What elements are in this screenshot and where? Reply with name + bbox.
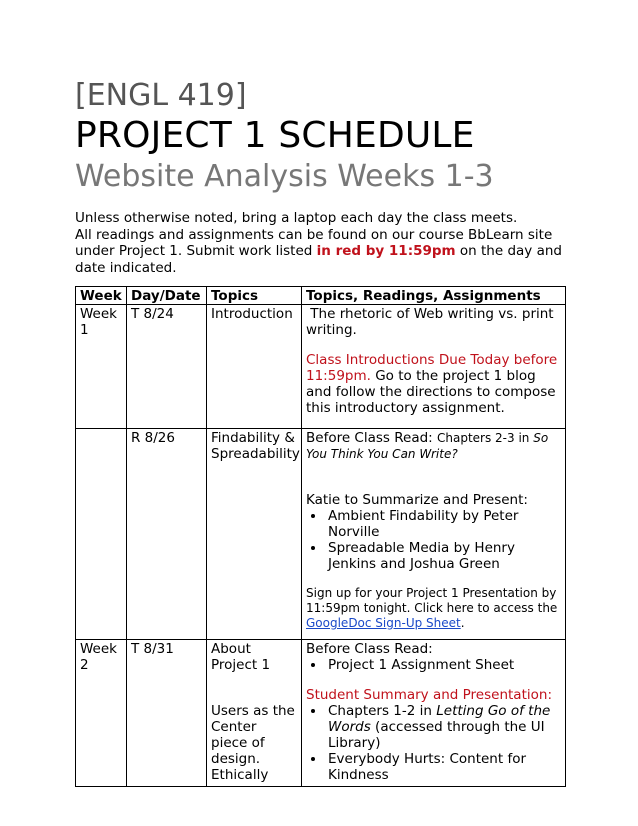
table-row bbox=[76, 640, 566, 787]
cell-week: Week 2 bbox=[76, 640, 127, 787]
signup-sheet-link[interactable]: GoogleDoc Sign-Up Sheet bbox=[306, 616, 461, 630]
list-item: • Spreadable Media by Henry Jenkins and Joshua Green bbox=[326, 540, 561, 572]
topic-about: About Project 1 bbox=[211, 641, 271, 673]
assignment-text: The rhetoric of Web writing vs. print writing. bbox=[306, 306, 558, 338]
before-read-label: Before Class Read: bbox=[306, 430, 437, 446]
intro-line2-post: on the day and date indicated. bbox=[75, 243, 562, 276]
header-assignments: Topics, Readings, Assignments bbox=[302, 287, 566, 305]
book-title: Letting Go of the Words bbox=[328, 703, 551, 735]
cell-topic bbox=[207, 640, 302, 787]
list-item: • Everybody Hurts: Content for Kindness bbox=[326, 751, 561, 783]
signup-end: . bbox=[460, 616, 465, 630]
cell-week bbox=[76, 429, 127, 640]
signup-text: Sign up for your Project 1 Presentation by 11:59pm tonight. Click here to access the bbox=[306, 586, 558, 615]
intro-line1: Unless otherwise noted, bring a laptop each day the class meets. bbox=[75, 210, 518, 226]
item-text: (accessed through the UI Library) bbox=[328, 719, 545, 751]
header-day-date: Day/Date bbox=[127, 287, 207, 305]
cell-week: Week 1 bbox=[76, 305, 127, 429]
book-title: So You Think You Can Write? bbox=[306, 431, 549, 461]
cell-topic: Introduction bbox=[207, 305, 302, 429]
cell-topic: Findability & Spreadability bbox=[207, 429, 302, 640]
intro-deadline-red: in red by 11:59pm bbox=[316, 243, 456, 259]
due-instructions: Go to the project 1 blog and follow the directions to compose this introductory assignment. bbox=[306, 368, 556, 416]
cell-date: T 8/31 bbox=[127, 640, 207, 787]
chapters-text: Chapters 2-3 in bbox=[437, 431, 534, 445]
topic-users: Users as the Center piece of design. Ethically bbox=[211, 703, 295, 783]
reading-list bbox=[306, 508, 561, 572]
reading-list bbox=[306, 657, 561, 673]
before-class-read bbox=[306, 430, 561, 462]
item-text: Chapters 1-2 in bbox=[328, 703, 437, 719]
list-item: • Ambient Findability by Peter Norville bbox=[326, 508, 561, 540]
page-title: PROJECT 1 SCHEDULE bbox=[75, 115, 475, 156]
list-item bbox=[326, 703, 561, 751]
before-read-label: Before Class Read: bbox=[306, 641, 433, 657]
page-subtitle: Website Analysis Weeks 1-3 bbox=[75, 159, 494, 194]
table-header-row bbox=[76, 287, 566, 305]
header-topics: Topics bbox=[207, 287, 302, 305]
document-page bbox=[75, 78, 565, 787]
header-week: Week bbox=[76, 287, 127, 305]
cell-date: R 8/26 bbox=[127, 429, 207, 640]
intro-line2-pre: All readings and assignments can be found on our course BbLearn site under Project 1. Submit work listed bbox=[75, 226, 553, 259]
schedule-table bbox=[75, 286, 566, 787]
presentation-list bbox=[306, 703, 561, 783]
student-summary-red: Student Summary and Presentation: bbox=[306, 687, 552, 703]
assignment-due bbox=[306, 352, 561, 416]
table-row bbox=[76, 429, 566, 640]
list-item: • Project 1 Assignment Sheet bbox=[326, 657, 561, 673]
table-row bbox=[76, 305, 566, 429]
cell-assignments bbox=[302, 429, 566, 640]
summarize-label: Katie to Summarize and Present: bbox=[306, 492, 528, 508]
signup-note bbox=[306, 586, 561, 631]
cell-date: T 8/24 bbox=[127, 305, 207, 429]
cell-assignments bbox=[302, 305, 566, 429]
course-code: [ENGL 419] bbox=[75, 78, 247, 113]
due-red-text: Class Introductions Due Today before 11:59pm. bbox=[306, 352, 558, 384]
cell-assignments bbox=[302, 640, 566, 787]
intro-paragraph bbox=[75, 210, 565, 276]
